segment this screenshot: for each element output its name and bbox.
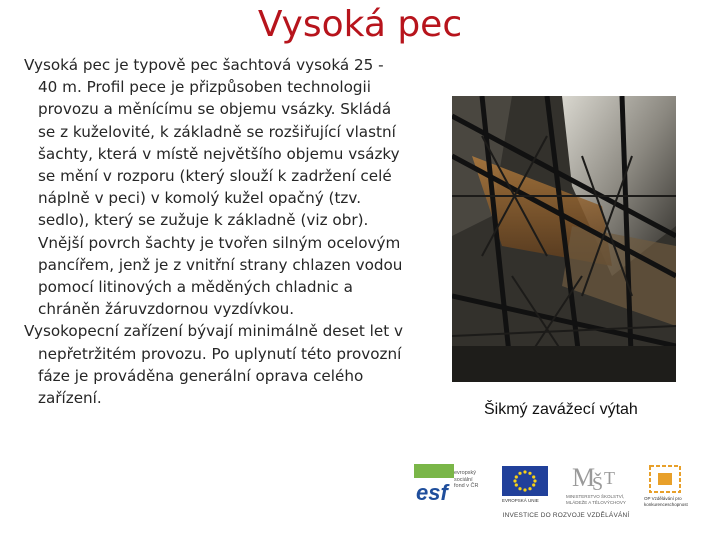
esf-text-line: sociální xyxy=(454,476,473,483)
esf-logo xyxy=(414,464,490,508)
esf-mark-icon xyxy=(414,464,454,506)
svg-text:Š: Š xyxy=(592,473,604,492)
svg-text:esf: esf xyxy=(416,480,448,505)
op-logo xyxy=(644,464,690,510)
esf-text xyxy=(454,470,478,490)
esf-text-line: evropský xyxy=(454,470,477,476)
paragraph-blast-furnace-description: Vysoká pec je typově pec šachtová vysoká 25 - 40 m. Profil pece je přizpůsoben technologii provozu a měnícímu se objemu vsázky. Skládá se z kuželovité, k základně se rozšiřující vlastní šachty, která v místě největšího objemu vsázky se mění v rozporu (který slouží k zadržení celé náplně v peci) v komolý kužel opačný (tzv. sedlo), který se zužuje k základně (viz obr). Vnější povrch šachty je tvořen silným ocelovým pancířem, jenž je z vnitřní strany chlazen vodou pomocí litinových a měděných chladnic a chráněn žáruvzdornou vyzdívkou. xyxy=(24,56,403,319)
op-mark-icon xyxy=(648,464,682,494)
msmt-logo xyxy=(566,462,632,510)
eu-text: EVROPSKÁ UNIE xyxy=(502,498,539,503)
inclined-skip-hoist-photo xyxy=(452,96,676,382)
funding-logos xyxy=(414,462,694,524)
eu-flag-icon xyxy=(502,466,548,496)
eu-logo xyxy=(502,466,552,506)
slide-body-text xyxy=(24,54,404,409)
paragraph-operation-lifetime: Vysokopecní zařízení bývají minimálně deset let v nepřetržitém provozu. Po uplynutí této provozní fáze je prováděna generální oprava celého zařízení. xyxy=(24,322,403,408)
svg-text:M: M xyxy=(572,463,596,492)
investice-strip: INVESTICE DO ROZVOJE VZDĚLÁVÁNÍ xyxy=(502,512,630,519)
msmt-mark-icon xyxy=(570,462,620,492)
op-text: OP Vzdělávání pro konkurenceschopnost xyxy=(644,496,688,507)
slide-title: Vysoká pec xyxy=(257,4,463,45)
msmt-text: MINISTERSTVO ŠKOLSTVÍ, MLÁDEŽE A TĚLOVÝCHOVY xyxy=(566,494,626,505)
svg-text:T: T xyxy=(604,468,615,488)
photo-caption: Šikmý zavážecí výtah xyxy=(484,401,638,418)
esf-text-line: fond v ČR xyxy=(454,483,479,489)
